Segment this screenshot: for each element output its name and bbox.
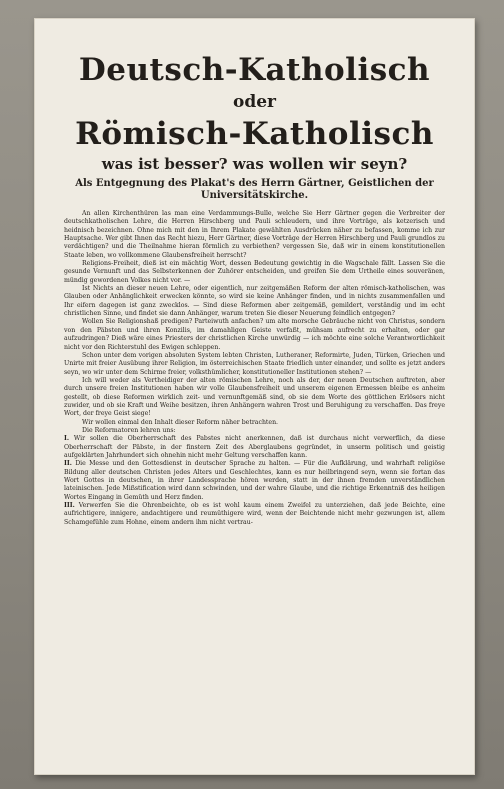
body-text bbox=[64, 210, 445, 527]
paragraph: Ich will weder als Vertheidiger der alten römischen Lehre, noch als der, der neuen Deutschen auftreten, aber durch unsere freien Institutionen haben wir volle Glaubensfreiheit und unserem eigenen Ermessen bleibe es anheim gestellt, ob diese Reformen wirklich zeit- und vernunftgemäß sind, ob sie dem Worte des göttlichen Erlösers nicht zuwider, und ob sie Kraft und Weihe besitzen, ihren Anhängern wahren Trost und Beruhigung zu verschaffen. Das freye Wort, der freye Geist siege! bbox=[64, 376, 445, 418]
paragraph: An allen Kirchenthüren las man eine Verdammungs-Bulle, welche Sie Herr Gärtner gegen die Verbreiter der deutschkatholischen Lehre, die Herren Hirschberg und Pauli schleudern, und ihre Vorträge, als ketzerisch und heidnisch bezeichnen. Ohne mich mit den in Ihrem Plakate gewählten Ausdrücken näher zu befassen, komme ich zur Hauptsache. Wer gibt Ihnen das Recht hiezu, Herr Gärtner, diese Vorträge der Herren Hirschberg und Pauli grundlos zu verdächtigen? und die Theilnahme hieran förmlich zu verbiethen? vergessen Sie, daß wir in einem konstitutionellen Staate leben, wo vollkommene Glaubensfreiheit herrscht? bbox=[64, 210, 445, 259]
list-item-number: I. bbox=[64, 435, 70, 443]
title-oder: oder bbox=[233, 92, 276, 112]
list-item-number: II. bbox=[64, 460, 72, 468]
paragraph: Ist Nichts an dieser neuen Lehre, oder eigentlich, nur zeitgemäßen Reform der alten römisch-katholischen, was Glauben oder Anhänglichkeit erwecken könnte, so wird sie keine Anhänger finden, und in nichts zusammenfallen und Ihr eifern dagegen ist ganz zwecklos. — Sind diese Reformen aber zeitgemäß, gemildert, verständig und im echt christlichen Sinne, und findet sie dann Anhänger, warum treten Sie dieser Neuerung feindlich entgegen? bbox=[64, 285, 445, 318]
paragraph: Wir wollen einmal den Inhalt dieser Reform näher betrachten. bbox=[82, 418, 279, 426]
paragraph: Wollen Sie Religionshaß predigen? Parteiwuth anfachen? um alte morsche Gebräuche nicht von Christus, sondern von den Päbsten und ihren Konzilis, im damahligen Geiste verfaßt, mühsam aufrecht zu erhalten, oder gar aufzudringen? Dieß wäre eines Priesters der christlichen Kirche unwürdig — ich möchte eine solche Verantwortlichkeit nicht vor den Richterstuhl des Ewigen schleppen. bbox=[64, 318, 445, 351]
question-line: was ist besser? was wollen wir seyn? bbox=[101, 155, 408, 173]
list-item-number: III. bbox=[64, 502, 75, 510]
subtitle-entgegnung: Als Entgegnung des Plakat's des Herrn Gärtner, Geistlichen der Universitätskirche. bbox=[75, 178, 434, 201]
title-roemisch-katholisch: Römisch-Katholisch bbox=[75, 116, 434, 152]
paragraph: Schon unter dem vorigen absoluten System lebten Christen, Lutheraner, Reformirte, Juden, Türken, Griechen und Unirte mit freier Ausübung ihrer Religion, im österreichischen Staate friedlich unter einander, und sollte es jetzt anders seyn, wo wir unter dem Schirme freier, volksthümlicher, konstitutioneller Institutionen stehen? — bbox=[64, 351, 445, 376]
paragraph: Religions-Freiheit, dieß ist ein mächtig Wort, dessen Bedeutung gewichtig in die Wagschale fällt. Lassen Sie die gesunde Vernunft und das Selbsterkennen der Zuhörer entscheiden, und greifen Sie dem Urtheile eines souveränen, mündig gewordenen Volkes nicht vor. — bbox=[64, 260, 445, 284]
list-item-text: Verwerfen Sie die Ohrenbeichte, ob es ist wohl kaum einem Zweifel zu unterziehen, daß jede Beichte, eine aufrichtigere, innigere, andachtigere und reumüthigere wird, wenn der Beichtende nicht mehr gezwungen ist, allem Schamgefühle zum Hohne, einem andern ihm nicht vertrau- bbox=[64, 502, 445, 526]
paragraph: Die Reformatoren lehren uns: bbox=[82, 426, 176, 434]
poster-sheet bbox=[34, 18, 475, 775]
list-item-text: Die Messe und den Gottesdienst in deutscher Sprache zu halten. — Für die Aufklärung, und wahrhaft religiöse Bildung aller deutschen Christen jedes Alters und Geschlechtes, kann es nur heilbringend seyn, wenn sie fortan das Wort Gottes in deutschen, in ihrer Landessprache hören werden, statt in der ihnen fremden unverständlichen lateinischen. Jede Mißstification wird dann schwinden, und der wahre Glaube, und die richtige Erkenntniß des heiligen Wortes Eingang in Gemüth und Herz finden. bbox=[64, 460, 445, 501]
list-item bbox=[64, 435, 445, 460]
list-item-text: Wir sollen die Oberherrschaft des Pabstes nicht anerkennen, daß ist durchaus nicht verwerflich, da diese Oberherrschaft der Päbste, in der finstern Zeit des Aberglaubens gegründet, in unserm politisch und geistig aufgeklärten Jahrhundert sich ohnehin nicht mehr Geltung verschaffen kann. bbox=[64, 435, 445, 459]
list-item bbox=[64, 502, 445, 527]
list-item bbox=[64, 460, 445, 502]
title-deutsch-katholisch: Deutsch-Katholisch bbox=[78, 52, 431, 88]
